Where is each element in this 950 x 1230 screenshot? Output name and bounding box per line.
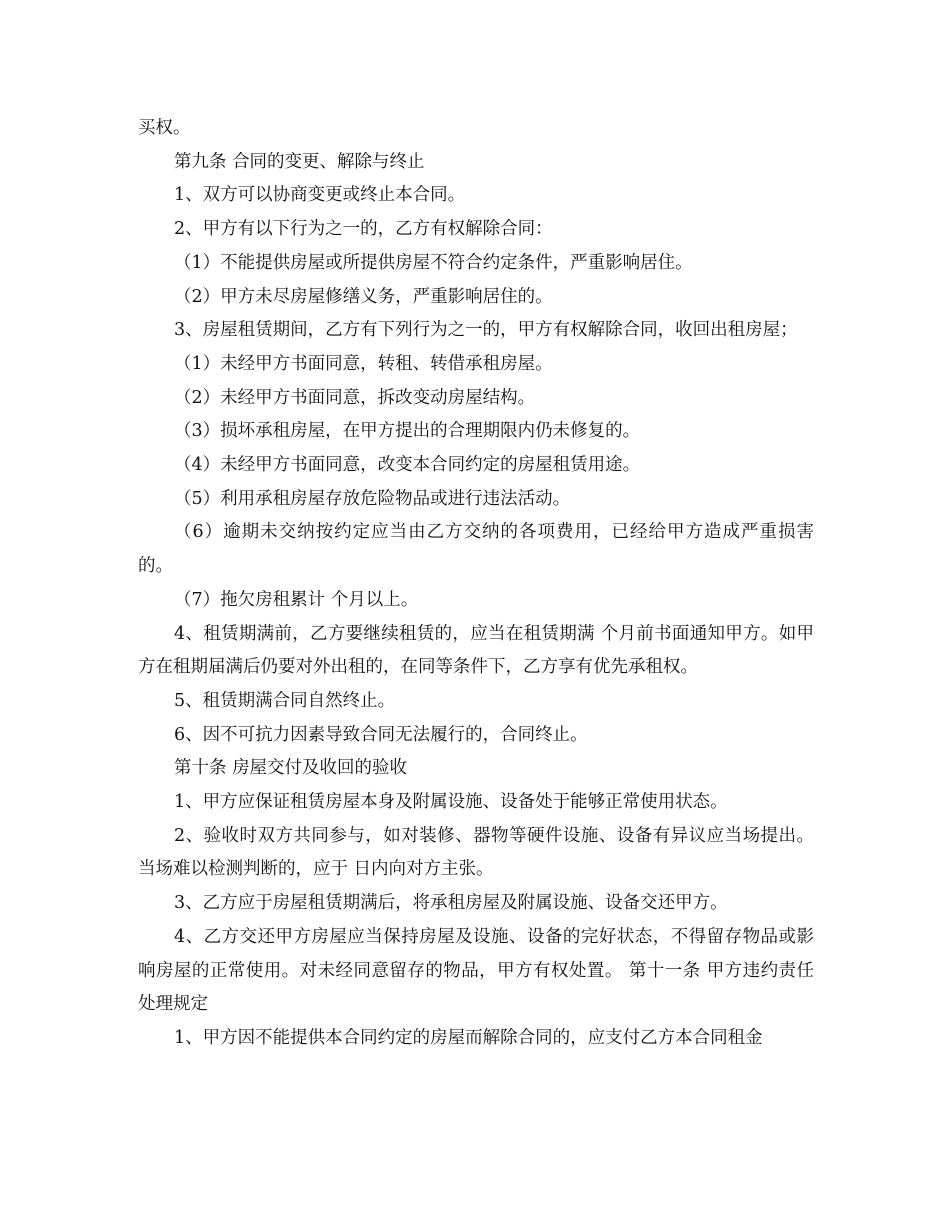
list-item: （2）未经甲方书面同意，拆改变动房屋结构。 <box>174 387 536 408</box>
list-item: （5）利用承租房屋存放危险物品或进行违法活动。 <box>174 488 571 509</box>
paragraph-23: 1、甲方因不能提供本合同约定的房屋而解除合同的，应支付乙方本合同租金 <box>174 1027 763 1048</box>
document-page <box>138 112 814 1056</box>
list-item: （7）拖欠房租累计 个月以上。 <box>174 589 419 610</box>
list-item: （4）未经甲方书面同意，改变本合同约定的房屋租赁用途。 <box>174 455 641 476</box>
paragraph-16: 5、租赁期满合同自然终止。 <box>174 690 396 711</box>
paragraph-17: 6、因不可抗力因素导致合同无法履行的，合同终止。 <box>174 724 588 745</box>
paragraph-19: 1、甲方应保证租赁房屋本身及附属设施、设备处于能够正常使用状态。 <box>174 792 728 813</box>
paragraph-20: 2、验收时双方共同参与，如对装修、器物等硬件设施、设备有异议应当场提出。当场难以检测判断的，应于 日内向对方主张。 <box>138 825 814 880</box>
paragraph-21: 3、乙方应于房屋租赁期满后，将承租房屋及附属设施、设备交还甲方。 <box>174 893 728 914</box>
list-item: （1）不能提供房屋或所提供房屋不符合约定条件，严重影响居住。 <box>174 252 693 273</box>
paragraph-15: 4、租赁期满前，乙方要继续租赁的，应当在租赁期满 个月前书面通知甲方。如甲方在租期届满后仍要对外出租的，在同等条件下，乙方享有优先承租权。 <box>138 623 814 678</box>
list-item: （3）损坏承租房屋，在甲方提出的合理期限内仍未修复的。 <box>174 421 641 442</box>
paragraph-7: 3、房屋租赁期间，乙方有下列行为之一的，甲方有权解除合同，收回出租房屋； <box>174 320 798 341</box>
list-item: （2）甲方未尽房屋修缮义务，严重影响居住的。 <box>174 286 553 307</box>
list-item: （6）逾期未交纳按约定应当由乙方交纳的各项费用，已经给甲方造成严重损害的。 <box>138 522 814 577</box>
paragraph-3: 1、双方可以协商变更或终止本合同。 <box>174 185 466 206</box>
section-heading-9: 第九条 合同的变更、解除与终止 <box>174 151 425 172</box>
list-item: （1）未经甲方书面同意，转租、转借承租房屋。 <box>174 353 553 374</box>
paragraph-22: 4、乙方交还甲方房屋应当保持房屋及设施、设备的完好状态，不得留存物品或影响房屋的正常使用。对未经同意留存的物品，甲方有权处置。 第十一条 甲方违约责任处理规定 <box>138 926 814 1015</box>
paragraph-4: 2、甲方有以下行为之一的，乙方有权解除合同： <box>174 219 553 240</box>
paragraph-1: 买权。 <box>138 118 191 138</box>
section-heading-10: 第十条 房屋交付及收回的验收 <box>174 758 408 779</box>
